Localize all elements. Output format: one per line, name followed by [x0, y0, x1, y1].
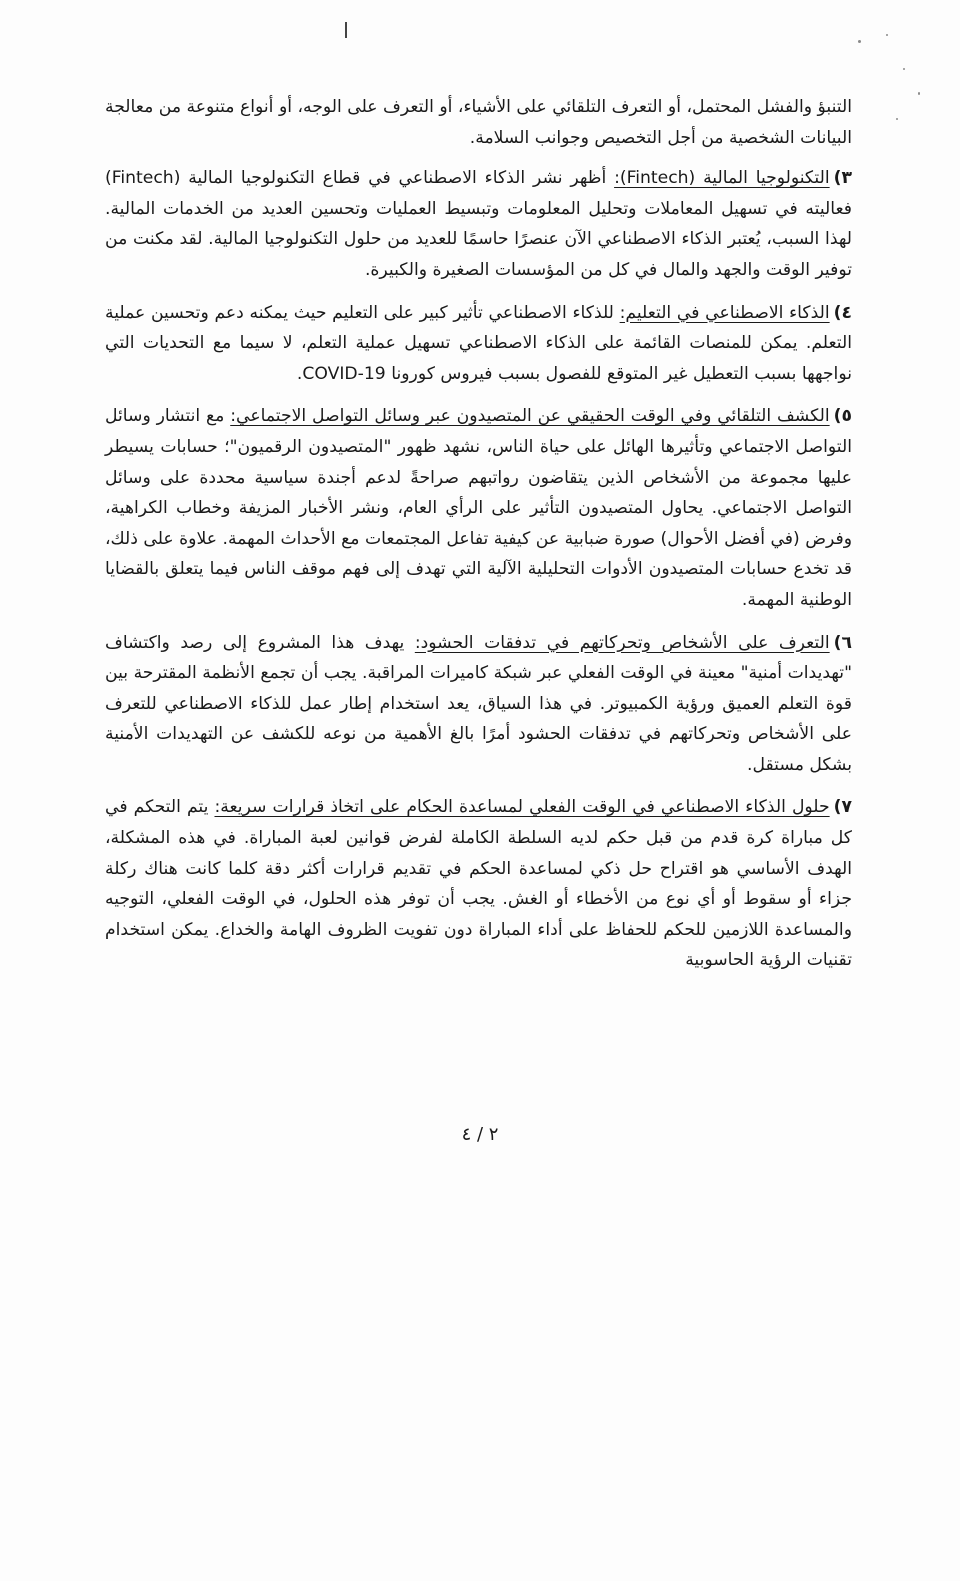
section-number: ٥) [833, 406, 852, 427]
section-body: مع انتشار وسائل التواصل الاجتماعي وتأثيرها الهائل على حياة الناس، نشهد ظهور "المتصيدون الرقميون"؛ حسابات يسيطر عليها مجموعة من الأشخاص الذين يتقاضون رواتبهم صراحةً لدعم أجندة سياسية محددة على وسائل التواصل الاجتماعي. يحاول المتصيدون التأثير على الرأي العام، ونشر الأخبار المزيفة وخطاب الكراهية، وفرض (في أفضل الأحوال) صورة ضبابية عن كيفية تفاعل المجتمعات مع الأحداث المهمة. علاوة على ذلك، قد تخدع حسابات المتصيدون الأدوات التحليلية الآلية التي تهدف إلى فهم موقف الناس فيما يتعلق بالقضايا الوطنية المهمة. [105, 406, 852, 610]
section-number: ٤) [833, 302, 852, 323]
section-number: ٦) [833, 632, 852, 653]
section-fintech [105, 163, 852, 285]
section-trolls-detection [105, 401, 852, 615]
scan-speck [886, 34, 888, 36]
section-body: أظهر نشر الذكاء الاصطناعي في قطاع التكنولوجيا المالية (Fintech) فعاليته في تسهيل المعاملات وتحليل المعلومات وتبسيط العمليات وتحسين العديد من الخدمات المالية. لهذا السبب، يُعتبر الذكاء الاصطناعي الآن عنصرًا حاسمًا للعديد من حلول التكنولوجيا المالية. لقد مكنت من توفير الوقت والجهد والمال في كل من المؤسسات الصغيرة والكبيرة. [105, 168, 852, 280]
section-referee-assist [105, 792, 852, 976]
section-heading: التعرف على الأشخاص وتحركاتهم في تدفقات الحشود: [414, 632, 830, 653]
scan-speck [858, 40, 861, 43]
section-heading: الذكاء الاصطناعي في التعليم: [619, 302, 830, 323]
scan-speck [918, 92, 920, 95]
page-number: ٢ / ٤ [461, 1124, 499, 1145]
scan-mark [345, 22, 347, 38]
section-heading: الكشف التلقائي وفي الوقت الحقيقي عن المتصيدون عبر وسائل التواصل الاجتماعي: [230, 406, 830, 427]
section-body: للذكاء الاصطناعي تأثير كبير على التعليم حيث يمكنه دعم وتحسين عملية التعلم. يمكن للمنصات القائمة على الذكاء الاصطناعي تسهيل عملية التعلم، لا سيما مع التحديات التي نواجهها بسبب التعطيل غير المتوقع للفصول بسبب فيروس كورونا COVID-19. [105, 302, 852, 384]
scan-speck [903, 68, 905, 70]
section-heading: حلول الذكاء الاصطناعي في الوقت الفعلي لمساعدة الحكام على اتخاذ قرارات سريعة: [214, 797, 830, 818]
section-education [105, 298, 852, 390]
section-heading: التكنولوجيا المالية (Fintech): [614, 168, 830, 189]
section-body: يتم التحكم في كل مباراة كرة قدم من قبل حكم لديه السلطة الكاملة لفرض قوانين لعبة المباراة. في هذه المشكلة، الهدف الأساسي هو اقتراح حل ذكي لمساعدة الحكم في تقديم قرارات أكثر دقة كلما كانت هناك ركلة جزاء أو سقوط أو أي نوع من الأخطاء أو الغش. يجب أن توفر هذه الحلول، في الوقت الفعلي، التوجيه والمساعدة اللازمين للحكم للحفاظ على أداء المباراة دون تفويت الظروف الهامة والخداع. يمكن استخدام تقنيات الرؤية الحاسوبية [105, 797, 852, 971]
section-body: يهدف هذا المشروع إلى رصد واكتشاف "تهديدات أمنية" معينة في الوقت الفعلي عبر شبكة كاميرات المراقبة. يجب أن تجمع الأنظمة المقترحة بين قوة التعلم العميق ورؤية الكمبيوتر. في هذا السياق، يعد استخدام إطار عمل للذكاء الاصطناعي للتعرف على الأشخاص وتحركاتهم في تدفقات الحشود أمرًا بالغ الأهمية من نوعه للكشف عن التهديدات الأمنية بشكل مستقل. [105, 632, 852, 775]
intro-paragraph: التنبؤ والفشل المحتمل، أو التعرف التلقائي على الأشياء، أو التعرف على الوجه، أو أنواع متنوعة من معالجة البيانات الشخصية من أجل التخصيص وجوانب السلامة. [105, 97, 852, 148]
scan-speck [896, 118, 898, 120]
section-number: ٣) [833, 168, 852, 189]
section-number: ٧) [833, 797, 852, 818]
section-crowd-tracking [105, 628, 852, 781]
document-body [105, 92, 852, 988]
